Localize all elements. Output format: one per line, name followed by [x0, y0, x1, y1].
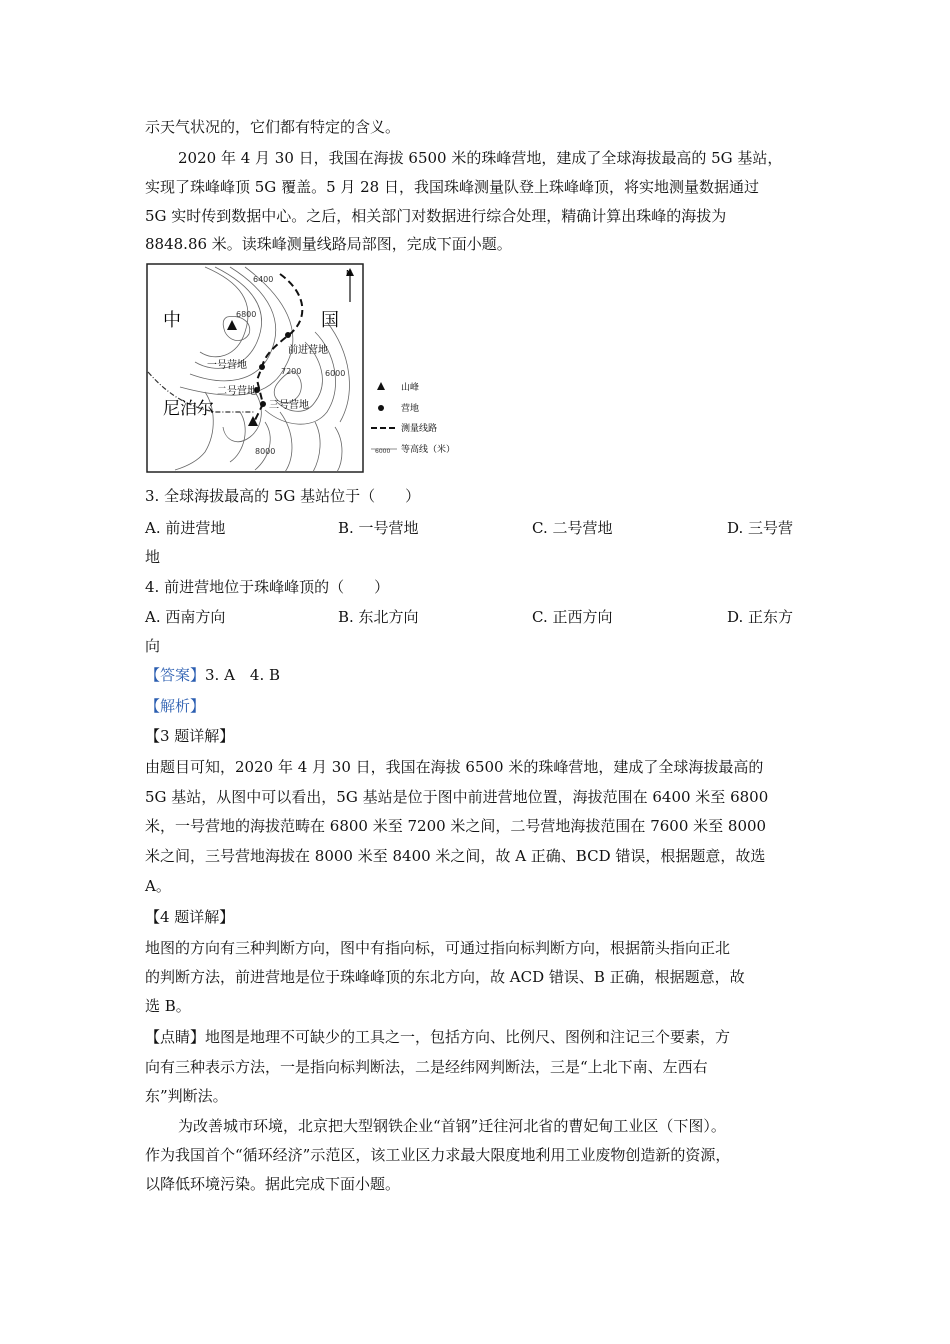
legend-peak: 山峰 [401, 383, 420, 393]
detail-3-tag: 【3 题详解】 [145, 727, 235, 745]
legend-peak-icon [377, 382, 385, 390]
text-line: 米，一号营地的海拔范畴在 6800 米至 7200 米之间，二号营地海拔范围在 7600 米至 8000 [145, 817, 767, 835]
detail-4-tag: 【4 题详解】 [145, 908, 235, 926]
text-line: 为改善城市环境，北京把大型钢铁企业“首钢”迁往河北省的曹妃甸工业区（下图）。 [178, 1117, 726, 1135]
contour-label: 6400 [253, 275, 274, 284]
text-line: 8848.86 米。读珠峰测量线路局部图，完成下面小题。 [145, 235, 512, 253]
contour-label: 6800 [236, 310, 257, 319]
label-nepal: 尼泊尔 [163, 399, 214, 419]
text-line: 地图的方向有三种判断方向，图中有指向标，可通过指向标判断方向，根据箭头指向正北 [145, 939, 731, 957]
text-line: 作为我国首个“循环经济”示范区，该工业区力求最大限度地利用工业废物创造新的资源， [145, 1146, 731, 1164]
label-camp-3: 三号营地 [269, 400, 309, 411]
text-line: A。 [145, 877, 171, 895]
contour-label: 6000 [325, 369, 346, 378]
text-line: 米之间，三号营地海拔在 8000 米至 8400 米之间，故 A 正确、BCD 错误，根据题意，故选 [145, 847, 766, 865]
everest-route-map [145, 262, 475, 474]
legend-contour-value: 6000 [375, 448, 391, 455]
text-line: 5G 实时传到数据中心。之后，相关部门对数据进行综合处理，精确计算出珠峰的海拔为 [145, 207, 727, 225]
camp-dot-forward [285, 332, 291, 338]
q4-option-d: D. 正东方 [727, 608, 794, 626]
text-line: 由题目可知，2020 年 4 月 30 日，我国在海拔 6500 米的珠峰营地，建成了全球海拔最高的 [145, 758, 764, 776]
text-line: 向有三种表示方法，一是指向标判断法，二是经纬网判断法，三是“上北下南、左西右 [145, 1058, 708, 1076]
q3-option-a: A. 前进营地 [145, 519, 226, 537]
text-line: 的判断方法，前进营地是位于珠峰峰顶的东北方向，故 ACD 错误、B 正确，根据题意，故 [145, 968, 745, 986]
q3-option-d-wrap: 地 [145, 548, 161, 566]
legend-camp: 营地 [401, 404, 420, 414]
label-china-2: 国 [321, 310, 339, 331]
answer-value: 3. A 4. B [205, 666, 281, 684]
label-camp-2: 二号营地 [217, 386, 257, 397]
analysis-tag: 【解析】 [145, 697, 206, 715]
label-china: 中 [163, 310, 181, 331]
contour-label: 7200 [281, 367, 302, 376]
text-line: 东”判断法。 [145, 1087, 228, 1105]
q4-option-a: A. 西南方向 [145, 608, 226, 626]
tip-tag: 【点睛】 [145, 1028, 206, 1046]
q3-option-d: D. 三号营 [727, 519, 794, 537]
legend-camp-icon [378, 405, 384, 411]
question-3-stem: 3. 全球海拔最高的 5G 基站位于（ ） [145, 487, 421, 505]
q3-option-b: B. 一号营地 [338, 519, 419, 537]
text-line: 选 B。 [145, 997, 191, 1015]
text-line: 实现了珠峰峰顶 5G 覆盖。5 月 28 日，我国珠峰测量队登上珠峰峰顶，将实地测量数据通过 [145, 178, 760, 196]
north-label: N [346, 269, 352, 278]
text-line: 2020 年 4 月 30 日，我国在海拔 6500 米的珠峰营地，建成了全球海拔最高的 5G 基站， [178, 149, 783, 167]
camp-dot-1 [259, 364, 265, 370]
question-4-stem: 4. 前进营地位于珠峰峰顶的（ ） [145, 578, 390, 596]
label-forward-camp: 前进营地 [288, 345, 328, 356]
legend-contour: 等高线（米） [401, 445, 456, 455]
q4-option-d-wrap: 向 [145, 637, 161, 655]
q4-option-c: C. 正西方向 [532, 608, 613, 626]
text-line: 示天气状况的，它们都有特定的含义。 [145, 118, 401, 136]
label-camp-1: 一号营地 [207, 360, 247, 371]
text-line: 以降低环境污染。据此完成下面小题。 [145, 1175, 401, 1193]
legend-route: 测量线路 [401, 424, 438, 434]
answer-line [145, 665, 280, 685]
camp-dot-3 [260, 401, 266, 407]
text-line: 地图是地理不可缺少的工具之一，包括方向、比例尺、图例和注记三个要素，方 [205, 1028, 731, 1046]
text-line: 5G 基站，从图中可以看出，5G 基站是位于图中前进营地位置，海拔范围在 6400 米至 6800 [145, 788, 769, 806]
q3-option-c: C. 二号营地 [532, 519, 613, 537]
q4-option-b: B. 东北方向 [338, 608, 419, 626]
map-frame [147, 264, 363, 472]
contour-label: 8000 [255, 447, 276, 456]
answer-tag: 【答案】 [145, 666, 206, 684]
tip-line [145, 1027, 730, 1047]
